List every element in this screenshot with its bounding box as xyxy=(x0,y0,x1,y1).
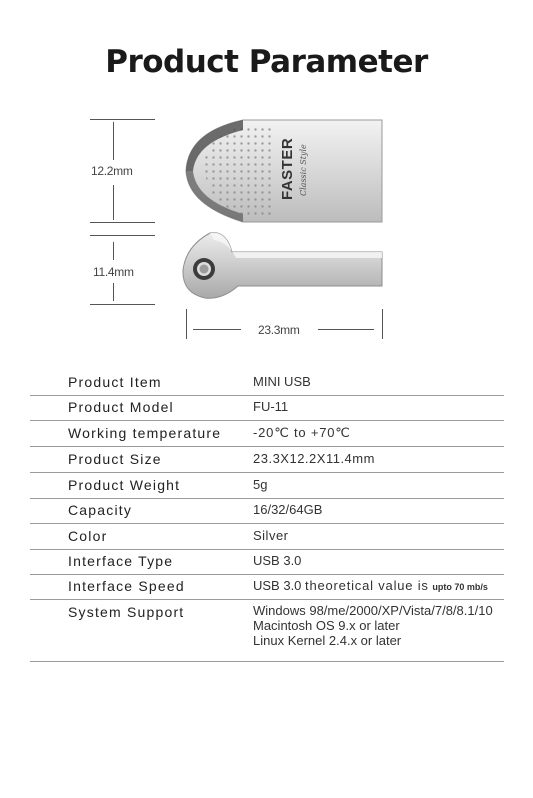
spec-value xyxy=(253,578,488,593)
os-mac: Macintosh OS 9.x or later xyxy=(253,618,400,633)
spec-row-working-temperature xyxy=(30,421,504,447)
spec-row-color xyxy=(30,524,504,550)
usb-side-view xyxy=(183,233,382,299)
spec-label: Color xyxy=(68,528,108,544)
dim-length: 23.3mm xyxy=(258,323,300,337)
spec-label: Product Size xyxy=(68,451,162,467)
dim-line-length-left xyxy=(193,329,241,330)
spec-row-capacity xyxy=(30,498,504,524)
usb-top-view xyxy=(186,120,382,222)
dim-height-top: 12.2mm xyxy=(91,164,133,178)
spec-value: MINI USB xyxy=(253,374,311,389)
speed-interface: USB 3.0 xyxy=(253,578,302,593)
spec-value: 23.3X12.2X11.4mm xyxy=(253,451,375,466)
spec-row-product-item xyxy=(30,370,504,396)
spec-value: 16/32/64GB xyxy=(253,502,323,517)
os-linux: Linux Kernel 2.4.x or later xyxy=(253,633,402,648)
spec-value: Silver xyxy=(253,528,289,543)
speed-note: theoretical value is xyxy=(305,578,429,593)
page-title: Product Parameter xyxy=(105,44,428,80)
spec-value: USB 3.0 xyxy=(253,553,302,568)
spec-row-product-model xyxy=(30,395,504,421)
spec-label: Interface Speed xyxy=(68,578,185,594)
spec-label: Working temperature xyxy=(68,425,222,441)
os-windows: Windows 98/me/2000/XP/Vista/7/8/8.1/10 xyxy=(253,603,493,618)
spec-row-interface-speed xyxy=(30,574,504,600)
spec-value: -20℃ to +70℃ xyxy=(253,425,351,440)
spec-value: 5g xyxy=(253,477,268,492)
dim-line-length-right xyxy=(318,329,374,330)
spec-row-system-support xyxy=(30,600,504,662)
spec-label: Product Weight xyxy=(68,477,181,493)
spec-row-product-size xyxy=(30,447,504,473)
spec-row-product-weight xyxy=(30,473,504,499)
spec-label: System Support xyxy=(68,604,185,620)
spec-label: Product Item xyxy=(68,374,162,390)
spec-label: Product Model xyxy=(68,399,174,415)
speed-rate: upto 70 mb/s xyxy=(432,582,488,592)
brand-script: Classic Style xyxy=(299,144,308,196)
spec-label: Interface Type xyxy=(68,553,174,569)
usb-drive-illustration xyxy=(0,0,533,320)
spec-value xyxy=(253,603,493,648)
spec-label: Capacity xyxy=(68,502,133,518)
spec-value: FU-11 xyxy=(253,399,289,414)
dim-height-bottom: 11.4mm xyxy=(93,265,134,279)
brand-logo: FASTER xyxy=(279,137,296,200)
spec-row-interface-type xyxy=(30,549,504,575)
